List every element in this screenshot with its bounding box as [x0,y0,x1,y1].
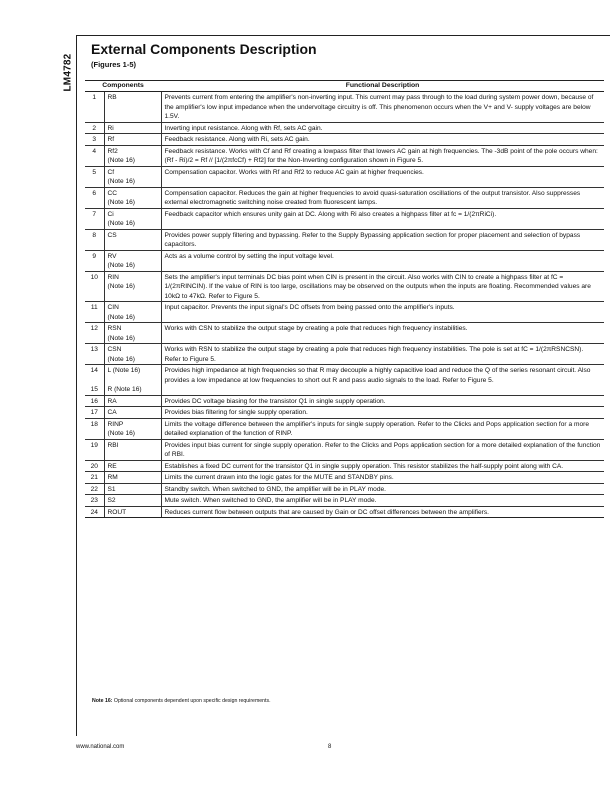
row-number: 10 [85,271,104,302]
component-cell [104,122,161,134]
table-row [85,122,604,134]
component-name: S2 [107,497,116,504]
table-row [85,187,604,208]
table-row [85,229,604,250]
component-name: L (Note 16) R (Note 16) [107,367,142,393]
component-cell [104,187,161,208]
page-title: External Components Description [91,41,317,57]
component-name: CIN [107,304,119,311]
functional-description: Works with CSN to stabilize the output stage by creating a pole that reduces high frequency instabilities. [161,323,604,344]
functional-description: Limits the voltage difference between the amplifier's inputs for single supply operation. Refer to the Clicks and Pops application section for a more detailed explanation of the function of RINP. [161,418,604,439]
component-name: CC [107,189,118,197]
component-name: Ci [107,210,114,218]
component-cell [104,439,161,460]
table-row [85,134,604,146]
component-name: Cf [107,168,115,176]
component-name: RBI [107,441,119,449]
table-row [85,439,604,460]
component-cell [104,134,161,146]
component-note: (Note 16) [107,220,135,227]
component-note: (Note 16) [107,283,135,290]
row-number: 12 [85,323,104,344]
functional-description: Feedback resistance. Works with Cf and Rf creating a lowpass filter that lowers AC gain at high frequencies. The -3dB point of the pole occurs when: (Rf - Ri)/2 = Rf // [1/(2πfcCf) + Rf2] for the Non-Inverting configuration shown in Figure 5. [161,145,604,166]
row-number: 18 [85,418,104,439]
row-number: 6 [85,187,104,208]
table-row [85,92,604,123]
component-cell [104,365,161,396]
side-part-number [62,36,74,96]
functional-description: Sets the amplifier's input terminals DC bias point when CIN is present in the circuit. Also works with CIN to create a highpass filter at fC = 1/(2πRINCIN). If the value of RIN is too large, oscillations may be observed on the outputs when the inputs are floating. Recommended values are 10kΩ to 47kΩ. Refer to Figure 5. [161,271,604,302]
row-number: 16 [85,395,104,407]
component-note: (Note 16) [107,199,135,206]
component-note: (Note 16) [107,262,135,269]
part-number-text: LM4782 [62,53,74,92]
table-row [85,495,604,507]
component-note: (Note 16) [107,313,135,321]
table-row [85,407,604,419]
component-name: CS [107,231,117,239]
functional-description: Acts as a volume control by setting the input voltage level. [161,250,604,271]
table-row [85,395,604,407]
component-cell [104,302,161,323]
row-number: 23 [85,495,104,507]
row-number: 11 [85,302,104,323]
component-cell [104,418,161,439]
component-note: (Note 16) [107,355,135,363]
component-cell [104,250,161,271]
subtitle: (Figures 1-5) [91,60,137,69]
functional-description: Establishes a fixed DC current for the transistor Q1 in single supply operation. This resistor stabilizes the half-supply point along with CA. [161,460,604,472]
table-body [85,92,604,518]
component-cell [104,483,161,495]
functional-description: Provides input bias current for single supply operation. Refer to the Clicks and Pops application section for a more detailed explanation of the function of RBI. [161,439,604,460]
table-row [85,506,604,518]
component-name: Rf2 [107,147,118,155]
footnote-text: Optional components dependent upon specific design requirements. [113,698,271,704]
functional-description: Compensation capacitor. Works with Rf and Rf2 to reduce AC gain at higher frequencies. [161,166,604,187]
row-number: 7 [85,208,104,229]
row-number: 13 [85,344,104,365]
component-name: RSN [107,325,122,332]
table-row [85,302,604,323]
row-number: 9 [85,250,104,271]
component-name: RV [107,252,117,260]
table-row [85,418,604,439]
row-number: 21 [85,472,104,484]
row-number: 20 [85,460,104,472]
table-row [85,145,604,166]
component-cell [104,460,161,472]
component-cell [104,92,161,123]
functional-description: Standby switch. When switched to GND, the amplifier will be in PLAY mode. [161,483,604,495]
component-cell [104,271,161,302]
row-number: 3 [85,134,104,146]
component-name: RIN [107,273,119,281]
table-row [85,460,604,472]
component-name: Ri [107,124,114,132]
component-note: (Note 16) [107,334,135,342]
component-name: RE [107,462,117,470]
functional-description: Works with RSN to stabilize the output stage by creating a pole that reduces high frequency instabilities. The pole is set at fC = 1/(2πRSNCSN). Refer to Figure 5. [161,344,604,365]
table-row [85,344,604,365]
functional-description: Limits the current drawn into the logic gates for the MUTE and STANDBY pins. [161,472,604,484]
row-number: 1 [85,92,104,123]
header-function: Functional Description [161,81,604,92]
component-name: Rf [107,136,115,143]
row-number: 22 [85,483,104,495]
component-cell [104,472,161,484]
functional-description: Prevents current from entering the amplifier's non-inverting input. This current may pass through to the load during system power down, because of the amplifier's low input impedance when the undervoltage circuitry is off. This phenomenon occurs when the V+ and V- supply voltages are below 1.5V. [161,92,604,123]
functional-description: Provides high impedance at high frequencies so that R may decouple a highly capacitive load and reduce the Q of the series resonant circuit. Also provides a low impedance at low frequencies to short out R and pass audio signals to the load. Refer to Figure 5. [161,365,604,396]
footer-page-number: 8 [328,744,332,750]
component-name: RA [107,397,117,405]
table-row [85,483,604,495]
component-cell [104,208,161,229]
row-number: 4 [85,145,104,166]
table-row [85,323,604,344]
functional-description: Input capacitor. Prevents the input signal's DC offsets from being passed onto the amplifier's inputs. [161,302,604,323]
component-cell [104,145,161,166]
functional-description: Compensation capacitor. Reduces the gain at higher frequencies to avoid quasi-saturation oscillations of the output transistor. Also suppresses external electromagnetic switching noise created from fluorescent lamps. [161,187,604,208]
component-note: (Note 16) [107,430,135,437]
row-number: 5 [85,166,104,187]
component-cell [104,506,161,518]
row-number: 19 [85,439,104,460]
component-cell [104,407,161,419]
functional-description: Provides bias filtering for single supply operation. [161,407,604,419]
components-table [85,80,604,518]
functional-description: Provides DC voltage biasing for the transistor Q1 in single supply operation. [161,395,604,407]
functional-description: Feedback resistance. Along with Ri, sets AC gain. [161,134,604,146]
table-row [85,250,604,271]
table-row [85,208,604,229]
functional-description: Feedback capacitor which ensures unity gain at DC. Along with Ri also creates a highpass filter at fc = 1/(2πRiCi). [161,208,604,229]
component-cell [104,323,161,344]
row-number: 17 [85,407,104,419]
component-name: RM [107,474,118,481]
component-name: CA [107,409,117,416]
component-cell [104,229,161,250]
table-row [85,166,604,187]
component-cell [104,395,161,407]
row-number: 2 [85,122,104,134]
component-cell [104,495,161,507]
table-row [85,472,604,484]
footnote [92,698,271,704]
footer-website[interactable]: www.national.com [76,744,125,750]
row-number: 14 15 [85,365,104,396]
component-name: ROUT [107,508,127,516]
component-name: RINP [107,420,124,428]
component-name: S1 [107,485,116,493]
functional-description: Reduces current flow between outputs that are caused by Gain or DC offset differences between the amplifiers. [161,506,604,518]
row-number: 24 [85,506,104,518]
component-cell [104,166,161,187]
component-cell [104,344,161,365]
component-name: RB [107,94,117,101]
functional-description: Inverting input resistance. Along with Rf, sets AC gain. [161,122,604,134]
table-row [85,271,604,302]
component-name: CSN [107,346,122,353]
row-number: 8 [85,229,104,250]
component-note: (Note 16) [107,157,135,164]
functional-description: Mute switch. When switched to GND, the amplifier will be in PLAY mode. [161,495,604,507]
footnote-label: Note 16: [92,698,113,704]
component-note: (Note 16) [107,178,135,185]
header-components: Components [85,81,161,92]
table-header-row [85,81,604,92]
functional-description: Provides power supply filtering and bypassing. Refer to the Supply Bypassing application section for proper placement and selection of bypass capacitors. [161,229,604,250]
table-row [85,365,604,396]
